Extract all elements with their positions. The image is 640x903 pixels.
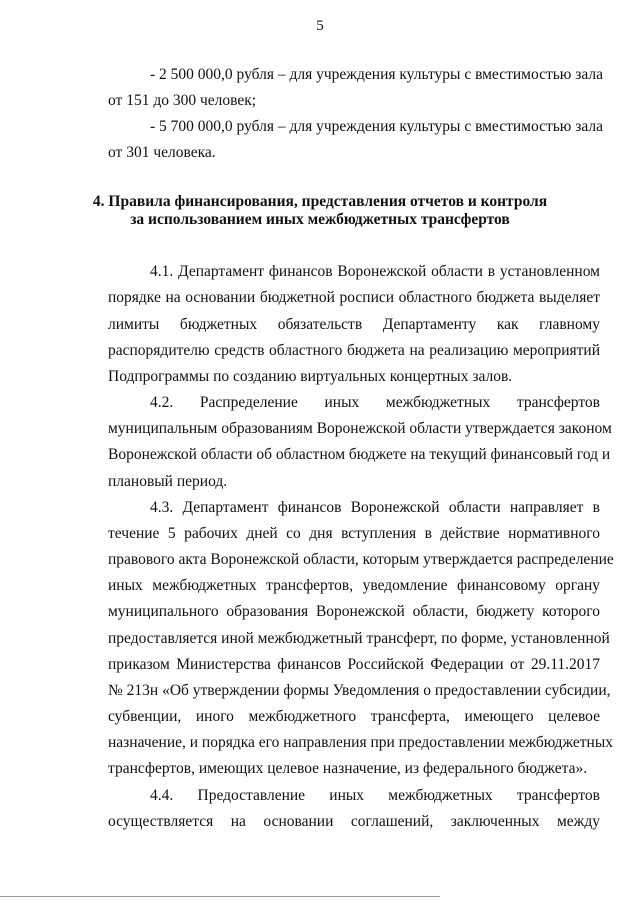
paragraph-4-1-line: Подпрограммы по созданию виртуальных концертных залов.	[108, 368, 513, 385]
paragraph-4-2-line: Воронежской области об областном бюджете на текущий финансовый год и	[108, 446, 611, 463]
paragraph-4-2-line: плановый период.	[108, 473, 228, 490]
paragraph-4-4-line: 4.4. Предоставление иных межбюджетных трансфертов	[150, 787, 600, 804]
paragraph-4-3-line: правового акта Воронежской области, которым утверждается распределение	[108, 551, 614, 568]
paragraph-4-3-line: назначение, и порядка его направления при предоставлении межбюджетных	[108, 734, 614, 751]
paragraph-4-3-line: трансфертов, имеющих целевое назначение, из федерального бюджета».	[108, 760, 588, 777]
paragraph-4-3-line: № 213н «Об утверждении формы Уведомления о предоставлении субсидии,	[108, 682, 611, 699]
paragraph-4-3-line: иных межбюджетных трансфертов, уведомление финансовому органу	[108, 577, 600, 594]
paragraph-4-4-line: осуществляется на основании соглашений, заключенных между	[108, 813, 600, 830]
paragraph-4-1-line: лимиты бюджетных обязательств Департаменту как главному	[108, 316, 600, 333]
list-item-1-line-2: от 151 до 300 человек;	[108, 92, 257, 109]
paragraph-4-1-line: 4.1. Департамент финансов Воронежской области в установленном	[150, 263, 600, 280]
section-heading-line-2: за использованием иных межбюджетных трансфертов	[130, 211, 510, 228]
list-item-1-line-1: - 2 500 000,0 рубля – для учреждения культуры с вместимостью зала	[150, 66, 604, 83]
list-item-2-line-1: - 5 700 000,0 рубля – для учреждения культуры с вместимостью зала	[150, 118, 604, 135]
paragraph-4-1-line: распорядителю средств областного бюджета на реализацию мероприятий	[108, 342, 600, 359]
page-number: 5	[316, 18, 324, 34]
list-item-2-line-2: от 301 человека.	[108, 144, 216, 161]
paragraph-4-3-line: предоставляется иной межбюджетный трансферт, по форме, установленной	[108, 630, 610, 647]
section-heading-line-1: 4. Правила финансирования, представления отчетов и контроля	[92, 193, 548, 210]
paragraph-4-3-line: субвенции, иного межбюджетного трансферта, имеющего целевое	[108, 708, 600, 725]
paragraph-4-3-line: течение 5 рабочих дней со дня вступления в действие нормативного	[108, 525, 600, 542]
paragraph-4-1-line: порядке на основании бюджетной росписи областного бюджета выделяет	[108, 289, 600, 306]
paragraph-4-2-line: муниципальным образованиям Воронежской области утверждается законом	[108, 420, 612, 437]
scan-edge-divider	[0, 896, 440, 897]
paragraph-4-3-line: муниципального образования Воронежской области, бюджету которого	[108, 603, 600, 620]
paragraph-4-3-line: приказом Министерства финансов Российской Федерации от 29.11.2017	[108, 656, 600, 673]
paragraph-4-2-line: 4.2. Распределение иных межбюджетных трансфертов	[150, 394, 600, 411]
paragraph-4-3-line: 4.3. Департамент финансов Воронежской области направляет в	[150, 499, 600, 516]
